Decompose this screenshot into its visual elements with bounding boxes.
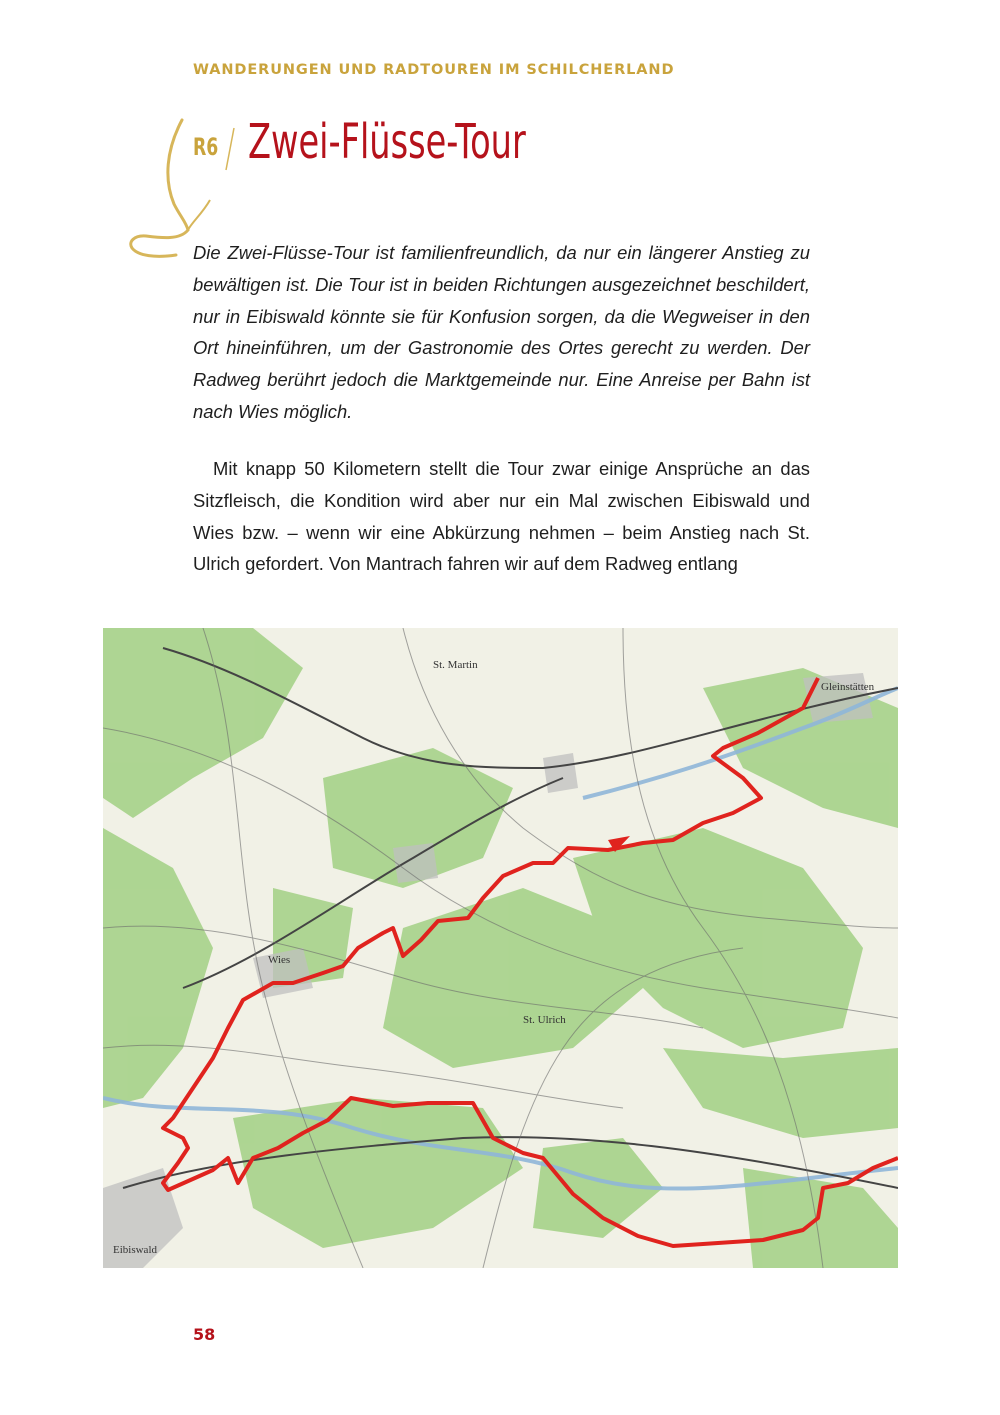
route-map [103, 628, 898, 1268]
page-number: 58 [193, 1325, 216, 1344]
map-label-st-ulrich: St. Ulrich [523, 1014, 566, 1026]
tour-code: R6 [193, 133, 219, 161]
map-label-eibiswald: Eibiswald [113, 1244, 157, 1256]
page-title: Zwei-Flüsse-Tour [248, 114, 526, 170]
map-label-gleinstaetten: Gleinstätten [821, 681, 875, 693]
body-paragraph: Mit knapp 50 Kilometern stellt die Tour zwar einige Ansprüche an das Sitzfleisch, die Kondition wird aber nur ein Mal zwischen Eibiswald und Wies bzw. – wenn wir eine Abkürzung nehmen – beim Anstieg nach St. Ulrich gefordert. Von Mantrach fahren wir auf dem Radweg entlang [193, 458, 810, 575]
running-head: WANDERUNGEN UND RADTOUREN IM SCHILCHERLAND [193, 62, 675, 78]
map-label-wies: Wies [268, 954, 291, 966]
lead-paragraph: Die Zwei-Flüsse-Tour ist familienfreundlich, da nur ein längerer Anstieg zu bewältigen ist. Die Tour ist in beiden Richtungen ausgezeichnet beschildert, nur in Eibiswald könnte sie für Konfusion sorgen, da die Wegweiser in den Ort hineinführen, um der Gastronomie des Ortes gerecht zu werden. Der Radweg berührt jedoch die Marktgemeinde nur. Eine Anreise per Bahn ist nach Wies möglich. [193, 242, 810, 422]
map-label-st-martin: St. Martin [433, 659, 478, 671]
